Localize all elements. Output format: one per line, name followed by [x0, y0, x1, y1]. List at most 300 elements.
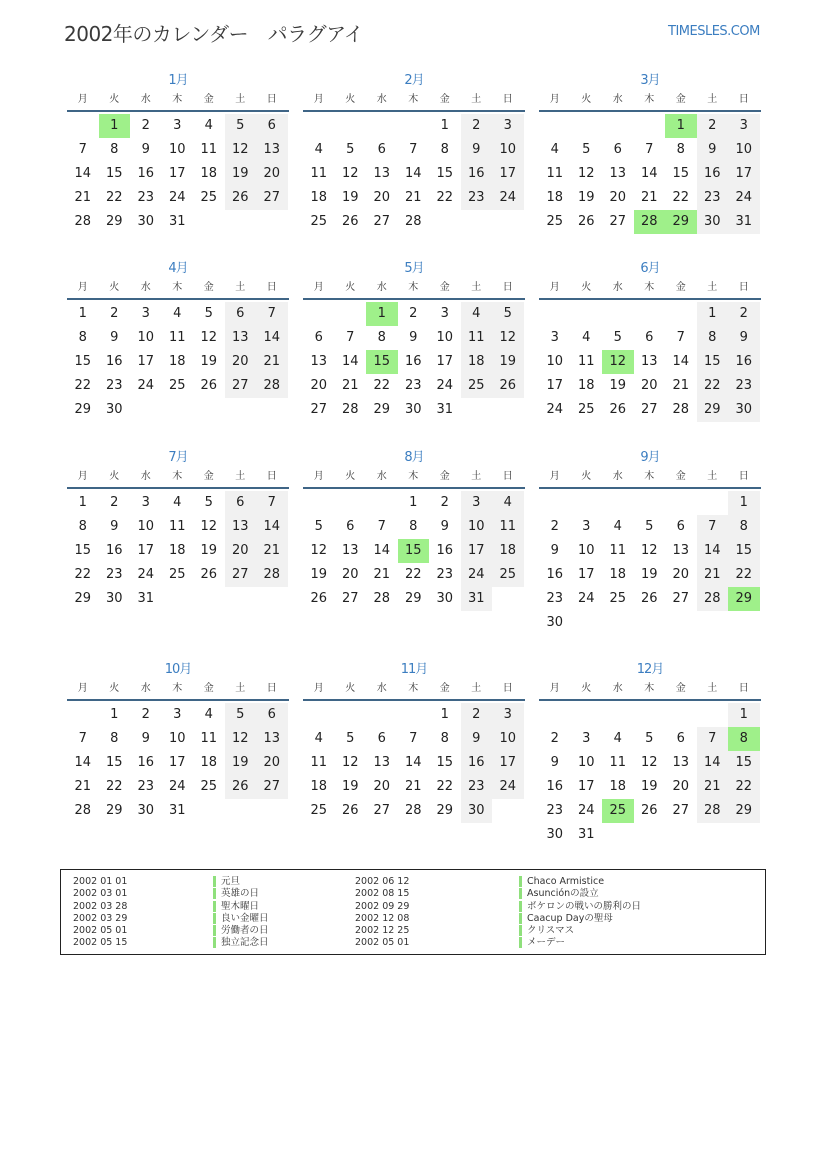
day-cell[interactable]: 30 [137, 214, 155, 229]
day-cell[interactable]: 20 [672, 567, 690, 582]
day-cell[interactable]: 29 [105, 214, 123, 229]
day-cell[interactable]: 30 [546, 827, 564, 842]
day-cell[interactable]: 4 [492, 491, 524, 515]
day-cell[interactable]: 23 [137, 190, 155, 205]
day-cell[interactable]: 12 [577, 166, 595, 181]
day-cell[interactable]: 1 [99, 114, 131, 138]
day-cell[interactable]: 5 [204, 495, 213, 510]
day-cell[interactable]: 28 [672, 402, 690, 417]
day-cell[interactable]: 12 [200, 330, 218, 345]
day-cell[interactable]: 21 [341, 378, 359, 393]
day-cell[interactable]: 19 [640, 567, 658, 582]
day-cell[interactable]: 16 [546, 567, 564, 582]
day-cell[interactable]: 26 [577, 214, 595, 229]
day-cell[interactable]: 2 [409, 306, 418, 321]
day-cell[interactable]: 7 [78, 142, 87, 157]
day-cell[interactable]: 9 [461, 138, 493, 162]
day-cell[interactable]: 21 [373, 567, 391, 582]
day-cell[interactable]: 4 [582, 330, 591, 345]
day-cell[interactable]: 19 [310, 567, 328, 582]
day-cell[interactable]: 7 [346, 330, 355, 345]
day-cell[interactable]: 19 [200, 354, 218, 369]
day-cell[interactable]: 17 [492, 751, 524, 775]
day-cell[interactable]: 9 [141, 142, 150, 157]
day-cell[interactable]: 16 [404, 354, 422, 369]
day-cell[interactable]: 8 [78, 330, 87, 345]
day-cell[interactable]: 9 [440, 519, 449, 534]
day-cell[interactable]: 28 [404, 214, 422, 229]
day-cell[interactable]: 25 [461, 374, 493, 398]
day-cell[interactable]: 25 [546, 214, 564, 229]
day-cell[interactable]: 9 [728, 326, 760, 350]
day-cell[interactable]: 24 [461, 563, 493, 587]
day-cell[interactable]: 13 [609, 166, 627, 181]
day-cell[interactable]: 11 [546, 166, 564, 181]
day-cell[interactable]: 15 [105, 166, 123, 181]
day-cell[interactable]: 10 [168, 142, 186, 157]
day-cell[interactable]: 18 [577, 378, 595, 393]
day-cell[interactable]: 20 [310, 378, 328, 393]
day-cell[interactable]: 15 [105, 755, 123, 770]
day-cell[interactable]: 3 [141, 495, 150, 510]
day-cell[interactable]: 9 [697, 138, 729, 162]
day-cell[interactable]: 25 [492, 563, 524, 587]
day-cell[interactable]: 24 [728, 186, 760, 210]
day-cell[interactable]: 27 [256, 775, 288, 799]
day-cell[interactable]: 16 [137, 755, 155, 770]
day-cell[interactable]: 24 [546, 402, 564, 417]
day-cell[interactable]: 14 [404, 166, 422, 181]
day-cell[interactable]: 5 [346, 731, 355, 746]
day-cell[interactable]: 19 [225, 751, 257, 775]
day-cell[interactable]: 10 [168, 731, 186, 746]
day-cell[interactable]: 23 [461, 186, 493, 210]
day-cell[interactable]: 24 [492, 186, 524, 210]
day-cell[interactable]: 23 [461, 775, 493, 799]
day-cell[interactable]: 8 [78, 519, 87, 534]
day-cell[interactable]: 9 [550, 755, 559, 770]
day-cell[interactable]: 18 [461, 350, 493, 374]
day-cell[interactable]: 27 [373, 803, 391, 818]
day-cell[interactable]: 10 [728, 138, 760, 162]
day-cell[interactable]: 9 [409, 330, 418, 345]
day-cell[interactable]: 21 [697, 775, 729, 799]
day-cell[interactable]: 24 [577, 591, 595, 606]
day-cell[interactable]: 5 [582, 142, 591, 157]
day-cell[interactable]: 16 [728, 350, 760, 374]
day-cell[interactable]: 5 [225, 703, 257, 727]
day-cell[interactable]: 15 [697, 350, 729, 374]
day-cell[interactable]: 23 [546, 803, 564, 818]
day-cell[interactable]: 15 [728, 539, 760, 563]
day-cell[interactable]: 28 [697, 799, 729, 823]
day-cell[interactable]: 14 [256, 326, 288, 350]
day-cell[interactable]: 31 [461, 587, 493, 611]
day-cell[interactable]: 13 [310, 354, 328, 369]
day-cell[interactable]: 7 [697, 515, 729, 539]
day-cell[interactable]: 29 [74, 402, 92, 417]
day-cell[interactable]: 8 [377, 330, 386, 345]
day-cell[interactable]: 31 [168, 803, 186, 818]
day-cell[interactable]: 17 [577, 779, 595, 794]
day-cell[interactable]: 24 [168, 190, 186, 205]
day-cell[interactable]: 28 [74, 214, 92, 229]
day-cell[interactable]: 12 [640, 755, 658, 770]
day-cell[interactable]: 14 [341, 354, 359, 369]
day-cell[interactable]: 6 [256, 703, 288, 727]
day-cell[interactable]: 26 [200, 378, 218, 393]
day-cell[interactable]: 1 [110, 707, 119, 722]
day-cell[interactable]: 21 [74, 190, 92, 205]
day-cell[interactable]: 9 [550, 543, 559, 558]
day-cell[interactable]: 14 [672, 354, 690, 369]
day-cell[interactable]: 17 [436, 354, 454, 369]
day-cell[interactable]: 26 [640, 591, 658, 606]
day-cell[interactable]: 27 [341, 591, 359, 606]
day-cell[interactable]: 22 [74, 567, 92, 582]
day-cell[interactable]: 16 [461, 751, 493, 775]
day-cell[interactable]: 9 [141, 731, 150, 746]
day-cell[interactable]: 25 [310, 803, 328, 818]
day-cell[interactable]: 4 [173, 495, 182, 510]
day-cell[interactable]: 26 [492, 374, 524, 398]
day-cell[interactable]: 4 [314, 142, 323, 157]
day-cell[interactable]: 5 [204, 306, 213, 321]
day-cell[interactable]: 7 [409, 731, 418, 746]
day-cell[interactable]: 12 [310, 543, 328, 558]
day-cell[interactable]: 19 [640, 779, 658, 794]
day-cell[interactable]: 27 [672, 591, 690, 606]
day-cell[interactable]: 16 [105, 354, 123, 369]
day-cell[interactable]: 5 [225, 114, 257, 138]
day-cell[interactable]: 8 [697, 326, 729, 350]
day-cell[interactable]: 30 [461, 799, 493, 823]
day-cell[interactable]: 19 [492, 350, 524, 374]
day-cell[interactable]: 12 [341, 166, 359, 181]
day-cell[interactable]: 8 [728, 727, 760, 751]
day-cell[interactable]: 25 [602, 799, 634, 823]
day-cell[interactable]: 28 [256, 374, 288, 398]
day-cell[interactable]: 17 [137, 354, 155, 369]
day-cell[interactable]: 4 [204, 707, 213, 722]
day-cell[interactable]: 21 [74, 779, 92, 794]
day-cell[interactable]: 23 [546, 591, 564, 606]
day-cell[interactable]: 1 [440, 707, 449, 722]
day-cell[interactable]: 28 [256, 563, 288, 587]
day-cell[interactable]: 18 [168, 543, 186, 558]
day-cell[interactable]: 20 [672, 779, 690, 794]
day-cell[interactable]: 20 [256, 751, 288, 775]
day-cell[interactable]: 27 [256, 186, 288, 210]
day-cell[interactable]: 22 [728, 775, 760, 799]
day-cell[interactable]: 15 [728, 751, 760, 775]
day-cell[interactable]: 7 [256, 491, 288, 515]
day-cell[interactable]: 7 [409, 142, 418, 157]
day-cell[interactable]: 7 [645, 142, 654, 157]
day-cell[interactable]: 11 [577, 354, 595, 369]
day-cell[interactable]: 10 [436, 330, 454, 345]
day-cell[interactable]: 23 [697, 186, 729, 210]
day-cell[interactable]: 31 [137, 591, 155, 606]
day-cell[interactable]: 3 [492, 114, 524, 138]
day-cell[interactable]: 27 [672, 803, 690, 818]
day-cell[interactable]: 25 [200, 190, 218, 205]
day-cell[interactable]: 18 [609, 779, 627, 794]
day-cell[interactable]: 29 [728, 799, 760, 823]
day-cell[interactable]: 12 [200, 519, 218, 534]
day-cell[interactable]: 23 [105, 378, 123, 393]
day-cell[interactable]: 15 [74, 543, 92, 558]
day-cell[interactable]: 26 [640, 803, 658, 818]
day-cell[interactable]: 1 [78, 306, 87, 321]
day-cell[interactable]: 8 [110, 731, 119, 746]
day-cell[interactable]: 28 [404, 803, 422, 818]
day-cell[interactable]: 25 [168, 567, 186, 582]
day-cell[interactable]: 13 [341, 543, 359, 558]
day-cell[interactable]: 10 [137, 519, 155, 534]
day-cell[interactable]: 28 [373, 591, 391, 606]
day-cell[interactable]: 4 [461, 302, 493, 326]
day-cell[interactable]: 29 [697, 398, 729, 422]
day-cell[interactable]: 19 [341, 190, 359, 205]
day-cell[interactable]: 24 [492, 775, 524, 799]
day-cell[interactable]: 5 [346, 142, 355, 157]
day-cell[interactable]: 10 [577, 543, 595, 558]
day-cell[interactable]: 16 [697, 162, 729, 186]
day-cell[interactable]: 2 [461, 114, 493, 138]
day-cell[interactable]: 13 [256, 138, 288, 162]
day-cell[interactable]: 21 [640, 190, 658, 205]
day-cell[interactable]: 20 [341, 567, 359, 582]
day-cell[interactable]: 22 [728, 563, 760, 587]
day-cell[interactable]: 7 [697, 727, 729, 751]
day-cell[interactable]: 19 [609, 378, 627, 393]
day-cell[interactable]: 1 [440, 118, 449, 133]
day-cell[interactable]: 20 [225, 350, 257, 374]
day-cell[interactable]: 13 [256, 727, 288, 751]
day-cell[interactable]: 19 [225, 162, 257, 186]
day-cell[interactable]: 7 [377, 519, 386, 534]
day-cell[interactable]: 17 [577, 567, 595, 582]
day-cell[interactable]: 28 [634, 210, 666, 234]
day-cell[interactable]: 8 [676, 142, 685, 157]
day-cell[interactable]: 2 [141, 707, 150, 722]
day-cell[interactable]: 15 [74, 354, 92, 369]
day-cell[interactable]: 4 [613, 731, 622, 746]
day-cell[interactable]: 10 [577, 755, 595, 770]
day-cell[interactable]: 1 [409, 495, 418, 510]
day-cell[interactable]: 19 [341, 779, 359, 794]
day-cell[interactable]: 12 [341, 755, 359, 770]
day-cell[interactable]: 30 [105, 402, 123, 417]
day-cell[interactable]: 30 [105, 591, 123, 606]
day-cell[interactable]: 11 [609, 755, 627, 770]
day-cell[interactable]: 7 [676, 330, 685, 345]
day-cell[interactable]: 27 [225, 374, 257, 398]
day-cell[interactable]: 22 [105, 190, 123, 205]
day-cell[interactable]: 27 [310, 402, 328, 417]
day-cell[interactable]: 6 [314, 330, 323, 345]
day-cell[interactable]: 28 [74, 803, 92, 818]
site-link[interactable]: TIMESLES.COM [668, 24, 760, 39]
day-cell[interactable]: 26 [200, 567, 218, 582]
day-cell[interactable]: 28 [697, 587, 729, 611]
day-cell[interactable]: 27 [640, 402, 658, 417]
day-cell[interactable]: 25 [310, 214, 328, 229]
day-cell[interactable]: 4 [314, 731, 323, 746]
day-cell[interactable]: 22 [436, 190, 454, 205]
day-cell[interactable]: 5 [645, 519, 654, 534]
day-cell[interactable]: 6 [346, 519, 355, 534]
day-cell[interactable]: 18 [609, 567, 627, 582]
day-cell[interactable]: 14 [697, 539, 729, 563]
day-cell[interactable]: 10 [492, 727, 524, 751]
day-cell[interactable]: 25 [609, 591, 627, 606]
day-cell[interactable]: 31 [728, 210, 760, 234]
day-cell[interactable]: 26 [341, 803, 359, 818]
day-cell[interactable]: 25 [200, 779, 218, 794]
day-cell[interactable]: 27 [609, 214, 627, 229]
day-cell[interactable]: 22 [74, 378, 92, 393]
day-cell[interactable]: 25 [577, 402, 595, 417]
day-cell[interactable]: 9 [110, 519, 119, 534]
day-cell[interactable]: 2 [550, 519, 559, 534]
day-cell[interactable]: 3 [173, 707, 182, 722]
day-cell[interactable]: 12 [602, 350, 634, 374]
day-cell[interactable]: 11 [168, 519, 186, 534]
day-cell[interactable]: 1 [78, 495, 87, 510]
day-cell[interactable]: 2 [141, 118, 150, 133]
day-cell[interactable]: 30 [137, 803, 155, 818]
day-cell[interactable]: 14 [256, 515, 288, 539]
day-cell[interactable]: 24 [137, 567, 155, 582]
day-cell[interactable]: 1 [728, 491, 760, 515]
day-cell[interactable]: 17 [492, 162, 524, 186]
day-cell[interactable]: 29 [105, 803, 123, 818]
day-cell[interactable]: 29 [373, 402, 391, 417]
day-cell[interactable]: 9 [110, 330, 119, 345]
day-cell[interactable]: 6 [676, 519, 685, 534]
day-cell[interactable]: 3 [141, 306, 150, 321]
day-cell[interactable]: 18 [310, 190, 328, 205]
day-cell[interactable]: 24 [168, 779, 186, 794]
day-cell[interactable]: 11 [461, 326, 493, 350]
day-cell[interactable]: 10 [137, 330, 155, 345]
day-cell[interactable]: 30 [728, 398, 760, 422]
day-cell[interactable]: 15 [436, 755, 454, 770]
day-cell[interactable]: 2 [728, 302, 760, 326]
day-cell[interactable]: 14 [697, 751, 729, 775]
day-cell[interactable]: 22 [672, 190, 690, 205]
day-cell[interactable]: 22 [404, 567, 422, 582]
day-cell[interactable]: 15 [366, 350, 398, 374]
day-cell[interactable]: 28 [341, 402, 359, 417]
day-cell[interactable]: 17 [461, 539, 493, 563]
day-cell[interactable]: 4 [173, 306, 182, 321]
day-cell[interactable]: 26 [310, 591, 328, 606]
day-cell[interactable]: 29 [728, 587, 760, 611]
day-cell[interactable]: 21 [256, 350, 288, 374]
day-cell[interactable]: 3 [440, 306, 449, 321]
day-cell[interactable]: 17 [728, 162, 760, 186]
day-cell[interactable]: 11 [310, 166, 328, 181]
day-cell[interactable]: 31 [168, 214, 186, 229]
day-cell[interactable]: 10 [492, 138, 524, 162]
day-cell[interactable]: 3 [728, 114, 760, 138]
day-cell[interactable]: 5 [492, 302, 524, 326]
day-cell[interactable]: 26 [225, 186, 257, 210]
day-cell[interactable]: 24 [577, 803, 595, 818]
day-cell[interactable]: 3 [173, 118, 182, 133]
day-cell[interactable]: 11 [200, 731, 218, 746]
day-cell[interactable]: 16 [105, 543, 123, 558]
day-cell[interactable]: 26 [609, 402, 627, 417]
day-cell[interactable]: 15 [436, 166, 454, 181]
day-cell[interactable]: 26 [341, 214, 359, 229]
day-cell[interactable]: 6 [645, 330, 654, 345]
day-cell[interactable]: 6 [225, 491, 257, 515]
day-cell[interactable]: 11 [609, 543, 627, 558]
day-cell[interactable]: 2 [461, 703, 493, 727]
day-cell[interactable]: 8 [728, 515, 760, 539]
day-cell[interactable]: 12 [640, 543, 658, 558]
day-cell[interactable]: 8 [409, 519, 418, 534]
day-cell[interactable]: 8 [110, 142, 119, 157]
day-cell[interactable]: 29 [665, 210, 697, 234]
day-cell[interactable]: 9 [461, 727, 493, 751]
day-cell[interactable]: 1 [728, 703, 760, 727]
day-cell[interactable]: 3 [550, 330, 559, 345]
day-cell[interactable]: 30 [546, 615, 564, 630]
day-cell[interactable]: 14 [373, 543, 391, 558]
day-cell[interactable]: 11 [492, 515, 524, 539]
day-cell[interactable]: 2 [440, 495, 449, 510]
day-cell[interactable]: 16 [461, 162, 493, 186]
day-cell[interactable]: 5 [613, 330, 622, 345]
day-cell[interactable]: 21 [256, 539, 288, 563]
day-cell[interactable]: 27 [225, 563, 257, 587]
day-cell[interactable]: 30 [436, 591, 454, 606]
day-cell[interactable]: 13 [672, 755, 690, 770]
day-cell[interactable]: 24 [137, 378, 155, 393]
day-cell[interactable]: 29 [404, 591, 422, 606]
day-cell[interactable]: 13 [373, 166, 391, 181]
day-cell[interactable]: 4 [613, 519, 622, 534]
day-cell[interactable]: 31 [577, 827, 595, 842]
day-cell[interactable]: 16 [546, 779, 564, 794]
day-cell[interactable]: 14 [640, 166, 658, 181]
day-cell[interactable]: 2 [697, 114, 729, 138]
day-cell[interactable]: 21 [404, 779, 422, 794]
day-cell[interactable]: 22 [105, 779, 123, 794]
day-cell[interactable]: 27 [373, 214, 391, 229]
day-cell[interactable]: 31 [436, 402, 454, 417]
day-cell[interactable]: 26 [225, 775, 257, 799]
day-cell[interactable]: 3 [492, 703, 524, 727]
day-cell[interactable]: 3 [582, 731, 591, 746]
day-cell[interactable]: 3 [461, 491, 493, 515]
day-cell[interactable]: 17 [168, 166, 186, 181]
day-cell[interactable]: 22 [373, 378, 391, 393]
day-cell[interactable]: 5 [645, 731, 654, 746]
day-cell[interactable]: 13 [672, 543, 690, 558]
day-cell[interactable]: 6 [256, 114, 288, 138]
day-cell[interactable]: 21 [672, 378, 690, 393]
day-cell[interactable]: 6 [225, 302, 257, 326]
day-cell[interactable]: 20 [225, 539, 257, 563]
day-cell[interactable]: 23 [728, 374, 760, 398]
day-cell[interactable]: 8 [440, 142, 449, 157]
